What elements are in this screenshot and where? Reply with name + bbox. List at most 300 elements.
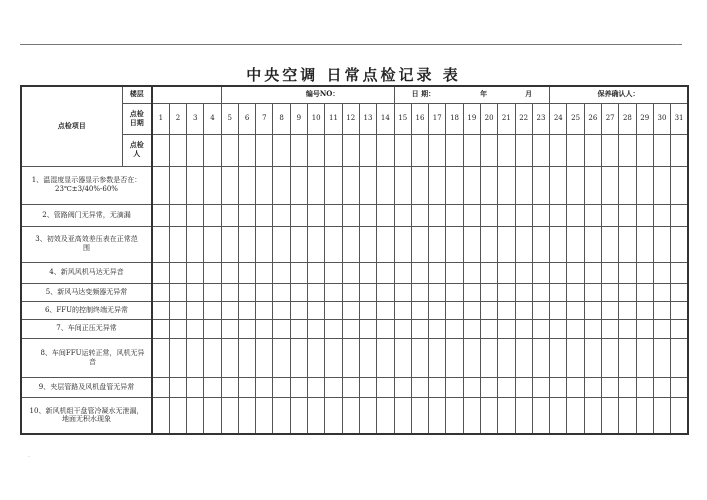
- check-result-cell[interactable]: [256, 283, 273, 301]
- check-result-cell[interactable]: [308, 319, 325, 338]
- check-result-cell[interactable]: [584, 338, 601, 377]
- check-result-cell[interactable]: [342, 204, 359, 226]
- check-result-cell[interactable]: [550, 226, 567, 262]
- check-result-cell[interactable]: [480, 226, 497, 262]
- inspector-cell[interactable]: [411, 134, 428, 166]
- check-result-cell[interactable]: [550, 338, 567, 377]
- check-result-cell[interactable]: [653, 319, 670, 338]
- check-result-cell[interactable]: [515, 166, 532, 204]
- check-result-cell[interactable]: [619, 377, 636, 397]
- floor-value-field[interactable]: [152, 86, 221, 103]
- check-result-cell[interactable]: [498, 283, 515, 301]
- check-result-cell[interactable]: [653, 166, 670, 204]
- check-result-cell[interactable]: [238, 338, 255, 377]
- check-result-cell[interactable]: [256, 262, 273, 283]
- check-result-cell[interactable]: [567, 301, 584, 319]
- check-result-cell[interactable]: [238, 397, 255, 434]
- check-result-cell[interactable]: [463, 166, 480, 204]
- check-result-cell[interactable]: [238, 262, 255, 283]
- check-result-cell[interactable]: [273, 397, 290, 434]
- check-result-cell[interactable]: [480, 301, 497, 319]
- check-result-cell[interactable]: [238, 204, 255, 226]
- check-result-cell[interactable]: [359, 377, 376, 397]
- check-result-cell[interactable]: [532, 262, 549, 283]
- check-result-cell[interactable]: [204, 204, 221, 226]
- check-result-cell[interactable]: [377, 283, 394, 301]
- check-result-cell[interactable]: [256, 226, 273, 262]
- check-result-cell[interactable]: [290, 226, 307, 262]
- check-result-cell[interactable]: [290, 166, 307, 204]
- check-result-cell[interactable]: [636, 226, 653, 262]
- check-result-cell[interactable]: [429, 262, 446, 283]
- check-result-cell[interactable]: [550, 319, 567, 338]
- inspector-cell[interactable]: [238, 134, 255, 166]
- check-result-cell[interactable]: [446, 319, 463, 338]
- check-result-cell[interactable]: [342, 377, 359, 397]
- inspector-cell[interactable]: [377, 134, 394, 166]
- check-result-cell[interactable]: [584, 301, 601, 319]
- check-result-cell[interactable]: [169, 301, 186, 319]
- check-result-cell[interactable]: [273, 283, 290, 301]
- check-result-cell[interactable]: [359, 204, 376, 226]
- check-result-cell[interactable]: [584, 166, 601, 204]
- check-result-cell[interactable]: [221, 226, 238, 262]
- check-result-cell[interactable]: [671, 377, 688, 397]
- check-result-cell[interactable]: [498, 319, 515, 338]
- check-result-cell[interactable]: [256, 397, 273, 434]
- check-result-cell[interactable]: [532, 397, 549, 434]
- check-result-cell[interactable]: [187, 204, 204, 226]
- check-result-cell[interactable]: [394, 319, 411, 338]
- inspector-cell[interactable]: [498, 134, 515, 166]
- check-result-cell[interactable]: [256, 204, 273, 226]
- check-result-cell[interactable]: [515, 319, 532, 338]
- check-result-cell[interactable]: [480, 377, 497, 397]
- check-result-cell[interactable]: [671, 226, 688, 262]
- check-result-cell[interactable]: [169, 319, 186, 338]
- check-result-cell[interactable]: [567, 204, 584, 226]
- check-result-cell[interactable]: [169, 166, 186, 204]
- check-result-cell[interactable]: [238, 283, 255, 301]
- check-result-cell[interactable]: [169, 262, 186, 283]
- check-result-cell[interactable]: [653, 397, 670, 434]
- check-result-cell[interactable]: [359, 319, 376, 338]
- check-result-cell[interactable]: [532, 338, 549, 377]
- check-result-cell[interactable]: [619, 262, 636, 283]
- check-result-cell[interactable]: [411, 377, 428, 397]
- check-result-cell[interactable]: [221, 301, 238, 319]
- check-result-cell[interactable]: [152, 166, 169, 204]
- check-result-cell[interactable]: [273, 262, 290, 283]
- check-result-cell[interactable]: [463, 283, 480, 301]
- check-result-cell[interactable]: [187, 226, 204, 262]
- check-result-cell[interactable]: [273, 377, 290, 397]
- check-result-cell[interactable]: [619, 226, 636, 262]
- check-result-cell[interactable]: [204, 283, 221, 301]
- check-result-cell[interactable]: [308, 226, 325, 262]
- check-result-cell[interactable]: [498, 397, 515, 434]
- inspector-cell[interactable]: [671, 134, 688, 166]
- check-result-cell[interactable]: [325, 262, 342, 283]
- check-result-cell[interactable]: [550, 283, 567, 301]
- inspector-cell[interactable]: [342, 134, 359, 166]
- check-result-cell[interactable]: [169, 226, 186, 262]
- check-result-cell[interactable]: [394, 301, 411, 319]
- check-result-cell[interactable]: [671, 283, 688, 301]
- check-result-cell[interactable]: [429, 397, 446, 434]
- check-result-cell[interactable]: [671, 301, 688, 319]
- check-result-cell[interactable]: [567, 377, 584, 397]
- check-result-cell[interactable]: [498, 301, 515, 319]
- check-result-cell[interactable]: [325, 166, 342, 204]
- check-result-cell[interactable]: [498, 338, 515, 377]
- check-result-cell[interactable]: [532, 204, 549, 226]
- check-result-cell[interactable]: [290, 377, 307, 397]
- check-result-cell[interactable]: [515, 283, 532, 301]
- check-result-cell[interactable]: [377, 319, 394, 338]
- check-result-cell[interactable]: [446, 338, 463, 377]
- check-result-cell[interactable]: [567, 226, 584, 262]
- check-result-cell[interactable]: [653, 377, 670, 397]
- check-result-cell[interactable]: [394, 283, 411, 301]
- check-result-cell[interactable]: [550, 166, 567, 204]
- check-result-cell[interactable]: [498, 166, 515, 204]
- check-result-cell[interactable]: [636, 204, 653, 226]
- check-result-cell[interactable]: [152, 377, 169, 397]
- check-result-cell[interactable]: [308, 397, 325, 434]
- check-result-cell[interactable]: [671, 204, 688, 226]
- check-result-cell[interactable]: [463, 397, 480, 434]
- check-result-cell[interactable]: [411, 301, 428, 319]
- check-result-cell[interactable]: [584, 319, 601, 338]
- check-result-cell[interactable]: [602, 262, 619, 283]
- check-result-cell[interactable]: [394, 397, 411, 434]
- check-result-cell[interactable]: [377, 226, 394, 262]
- check-result-cell[interactable]: [221, 204, 238, 226]
- check-result-cell[interactable]: [273, 204, 290, 226]
- check-result-cell[interactable]: [221, 262, 238, 283]
- check-result-cell[interactable]: [550, 397, 567, 434]
- check-result-cell[interactable]: [498, 262, 515, 283]
- check-result-cell[interactable]: [377, 204, 394, 226]
- check-result-cell[interactable]: [290, 319, 307, 338]
- check-result-cell[interactable]: [152, 319, 169, 338]
- check-result-cell[interactable]: [567, 397, 584, 434]
- check-result-cell[interactable]: [325, 319, 342, 338]
- check-result-cell[interactable]: [619, 283, 636, 301]
- check-result-cell[interactable]: [636, 166, 653, 204]
- check-result-cell[interactable]: [256, 301, 273, 319]
- check-result-cell[interactable]: [429, 166, 446, 204]
- check-result-cell[interactable]: [446, 377, 463, 397]
- check-result-cell[interactable]: [169, 338, 186, 377]
- check-result-cell[interactable]: [567, 283, 584, 301]
- check-result-cell[interactable]: [377, 338, 394, 377]
- check-result-cell[interactable]: [256, 166, 273, 204]
- check-result-cell[interactable]: [411, 319, 428, 338]
- inspector-cell[interactable]: [619, 134, 636, 166]
- check-result-cell[interactable]: [273, 319, 290, 338]
- check-result-cell[interactable]: [152, 204, 169, 226]
- check-result-cell[interactable]: [377, 397, 394, 434]
- check-result-cell[interactable]: [359, 226, 376, 262]
- check-result-cell[interactable]: [636, 377, 653, 397]
- check-result-cell[interactable]: [619, 301, 636, 319]
- check-result-cell[interactable]: [429, 283, 446, 301]
- check-result-cell[interactable]: [446, 283, 463, 301]
- check-result-cell[interactable]: [463, 204, 480, 226]
- check-result-cell[interactable]: [671, 319, 688, 338]
- check-result-cell[interactable]: [187, 166, 204, 204]
- check-result-cell[interactable]: [515, 397, 532, 434]
- check-result-cell[interactable]: [584, 377, 601, 397]
- check-result-cell[interactable]: [636, 338, 653, 377]
- check-result-cell[interactable]: [256, 377, 273, 397]
- check-result-cell[interactable]: [204, 262, 221, 283]
- check-result-cell[interactable]: [394, 226, 411, 262]
- inspector-cell[interactable]: [359, 134, 376, 166]
- check-result-cell[interactable]: [342, 226, 359, 262]
- check-result-cell[interactable]: [498, 204, 515, 226]
- check-result-cell[interactable]: [187, 338, 204, 377]
- check-result-cell[interactable]: [446, 301, 463, 319]
- check-result-cell[interactable]: [567, 319, 584, 338]
- check-result-cell[interactable]: [359, 301, 376, 319]
- check-result-cell[interactable]: [480, 166, 497, 204]
- check-result-cell[interactable]: [584, 283, 601, 301]
- check-result-cell[interactable]: [221, 283, 238, 301]
- check-result-cell[interactable]: [290, 262, 307, 283]
- check-result-cell[interactable]: [498, 377, 515, 397]
- check-result-cell[interactable]: [619, 166, 636, 204]
- check-result-cell[interactable]: [532, 319, 549, 338]
- check-result-cell[interactable]: [532, 377, 549, 397]
- check-result-cell[interactable]: [342, 338, 359, 377]
- check-result-cell[interactable]: [653, 283, 670, 301]
- check-result-cell[interactable]: [653, 301, 670, 319]
- check-result-cell[interactable]: [653, 226, 670, 262]
- inspector-cell[interactable]: [480, 134, 497, 166]
- check-result-cell[interactable]: [463, 319, 480, 338]
- check-result-cell[interactable]: [187, 397, 204, 434]
- inspector-cell[interactable]: [515, 134, 532, 166]
- serial-number-field[interactable]: [221, 86, 394, 103]
- check-result-cell[interactable]: [463, 301, 480, 319]
- check-result-cell[interactable]: [204, 166, 221, 204]
- check-result-cell[interactable]: [515, 338, 532, 377]
- inspector-cell[interactable]: [394, 134, 411, 166]
- check-result-cell[interactable]: [359, 262, 376, 283]
- check-result-cell[interactable]: [636, 283, 653, 301]
- check-result-cell[interactable]: [152, 262, 169, 283]
- check-result-cell[interactable]: [238, 301, 255, 319]
- check-result-cell[interactable]: [480, 319, 497, 338]
- check-result-cell[interactable]: [221, 397, 238, 434]
- check-result-cell[interactable]: [671, 338, 688, 377]
- check-result-cell[interactable]: [169, 283, 186, 301]
- check-result-cell[interactable]: [256, 319, 273, 338]
- check-result-cell[interactable]: [602, 226, 619, 262]
- check-result-cell[interactable]: [532, 166, 549, 204]
- check-result-cell[interactable]: [636, 319, 653, 338]
- check-result-cell[interactable]: [584, 397, 601, 434]
- check-result-cell[interactable]: [619, 338, 636, 377]
- check-result-cell[interactable]: [602, 283, 619, 301]
- check-result-cell[interactable]: [290, 283, 307, 301]
- check-result-cell[interactable]: [480, 283, 497, 301]
- check-result-cell[interactable]: [256, 338, 273, 377]
- check-result-cell[interactable]: [342, 301, 359, 319]
- check-result-cell[interactable]: [377, 166, 394, 204]
- check-result-cell[interactable]: [653, 338, 670, 377]
- check-result-cell[interactable]: [325, 283, 342, 301]
- check-result-cell[interactable]: [515, 204, 532, 226]
- check-result-cell[interactable]: [394, 204, 411, 226]
- check-result-cell[interactable]: [602, 301, 619, 319]
- inspector-cell[interactable]: [446, 134, 463, 166]
- check-result-cell[interactable]: [377, 262, 394, 283]
- check-result-cell[interactable]: [359, 283, 376, 301]
- check-result-cell[interactable]: [152, 226, 169, 262]
- check-result-cell[interactable]: [515, 262, 532, 283]
- inspector-cell[interactable]: [636, 134, 653, 166]
- check-result-cell[interactable]: [187, 262, 204, 283]
- check-result-cell[interactable]: [602, 377, 619, 397]
- check-result-cell[interactable]: [532, 226, 549, 262]
- check-result-cell[interactable]: [463, 377, 480, 397]
- check-result-cell[interactable]: [636, 301, 653, 319]
- check-result-cell[interactable]: [429, 377, 446, 397]
- check-result-cell[interactable]: [359, 166, 376, 204]
- check-result-cell[interactable]: [308, 377, 325, 397]
- check-result-cell[interactable]: [602, 166, 619, 204]
- inspector-cell[interactable]: [463, 134, 480, 166]
- check-result-cell[interactable]: [567, 262, 584, 283]
- check-result-cell[interactable]: [550, 377, 567, 397]
- check-result-cell[interactable]: [653, 204, 670, 226]
- check-result-cell[interactable]: [411, 262, 428, 283]
- check-result-cell[interactable]: [463, 262, 480, 283]
- inspector-cell[interactable]: [325, 134, 342, 166]
- check-result-cell[interactable]: [308, 283, 325, 301]
- check-result-cell[interactable]: [290, 397, 307, 434]
- check-result-cell[interactable]: [152, 301, 169, 319]
- check-result-cell[interactable]: [602, 397, 619, 434]
- check-result-cell[interactable]: [602, 319, 619, 338]
- check-result-cell[interactable]: [342, 397, 359, 434]
- check-result-cell[interactable]: [636, 262, 653, 283]
- check-result-cell[interactable]: [411, 226, 428, 262]
- check-result-cell[interactable]: [532, 301, 549, 319]
- check-result-cell[interactable]: [342, 319, 359, 338]
- inspector-cell[interactable]: [308, 134, 325, 166]
- check-result-cell[interactable]: [152, 338, 169, 377]
- check-result-cell[interactable]: [480, 204, 497, 226]
- check-result-cell[interactable]: [515, 226, 532, 262]
- check-result-cell[interactable]: [515, 377, 532, 397]
- check-result-cell[interactable]: [411, 397, 428, 434]
- check-result-cell[interactable]: [290, 338, 307, 377]
- check-result-cell[interactable]: [308, 262, 325, 283]
- check-result-cell[interactable]: [325, 226, 342, 262]
- check-result-cell[interactable]: [636, 397, 653, 434]
- check-result-cell[interactable]: [187, 319, 204, 338]
- check-result-cell[interactable]: [308, 338, 325, 377]
- check-result-cell[interactable]: [204, 319, 221, 338]
- inspector-cell[interactable]: [584, 134, 601, 166]
- check-result-cell[interactable]: [429, 338, 446, 377]
- check-result-cell[interactable]: [308, 204, 325, 226]
- check-result-cell[interactable]: [325, 338, 342, 377]
- check-result-cell[interactable]: [394, 338, 411, 377]
- check-result-cell[interactable]: [446, 166, 463, 204]
- check-result-cell[interactable]: [619, 319, 636, 338]
- inspector-cell[interactable]: [532, 134, 549, 166]
- check-result-cell[interactable]: [619, 397, 636, 434]
- check-result-cell[interactable]: [446, 262, 463, 283]
- check-result-cell[interactable]: [204, 301, 221, 319]
- check-result-cell[interactable]: [515, 301, 532, 319]
- check-result-cell[interactable]: [152, 397, 169, 434]
- check-result-cell[interactable]: [532, 283, 549, 301]
- check-result-cell[interactable]: [342, 262, 359, 283]
- check-result-cell[interactable]: [550, 262, 567, 283]
- check-result-cell[interactable]: [238, 319, 255, 338]
- check-result-cell[interactable]: [204, 377, 221, 397]
- check-result-cell[interactable]: [394, 262, 411, 283]
- check-result-cell[interactable]: [584, 226, 601, 262]
- check-result-cell[interactable]: [567, 166, 584, 204]
- check-result-cell[interactable]: [273, 226, 290, 262]
- check-result-cell[interactable]: [550, 301, 567, 319]
- check-result-cell[interactable]: [204, 397, 221, 434]
- check-result-cell[interactable]: [204, 338, 221, 377]
- check-result-cell[interactable]: [187, 283, 204, 301]
- inspector-cell[interactable]: [602, 134, 619, 166]
- check-result-cell[interactable]: [308, 166, 325, 204]
- inspector-cell[interactable]: [204, 134, 221, 166]
- check-result-cell[interactable]: [429, 226, 446, 262]
- check-result-cell[interactable]: [359, 338, 376, 377]
- check-result-cell[interactable]: [619, 204, 636, 226]
- check-result-cell[interactable]: [411, 204, 428, 226]
- check-result-cell[interactable]: [446, 226, 463, 262]
- check-result-cell[interactable]: [169, 377, 186, 397]
- inspector-cell[interactable]: [152, 134, 169, 166]
- check-result-cell[interactable]: [169, 397, 186, 434]
- check-result-cell[interactable]: [273, 166, 290, 204]
- inspector-cell[interactable]: [273, 134, 290, 166]
- check-result-cell[interactable]: [238, 226, 255, 262]
- inspector-cell[interactable]: [221, 134, 238, 166]
- check-result-cell[interactable]: [411, 338, 428, 377]
- check-result-cell[interactable]: [480, 338, 497, 377]
- check-result-cell[interactable]: [602, 204, 619, 226]
- inspector-cell[interactable]: [550, 134, 567, 166]
- inspector-cell[interactable]: [169, 134, 186, 166]
- check-result-cell[interactable]: [325, 204, 342, 226]
- check-result-cell[interactable]: [204, 226, 221, 262]
- check-result-cell[interactable]: [411, 283, 428, 301]
- check-result-cell[interactable]: [602, 338, 619, 377]
- inspector-cell[interactable]: [290, 134, 307, 166]
- check-result-cell[interactable]: [429, 319, 446, 338]
- check-result-cell[interactable]: [377, 301, 394, 319]
- check-result-cell[interactable]: [273, 338, 290, 377]
- check-result-cell[interactable]: [187, 301, 204, 319]
- inspector-cell[interactable]: [256, 134, 273, 166]
- check-result-cell[interactable]: [238, 377, 255, 397]
